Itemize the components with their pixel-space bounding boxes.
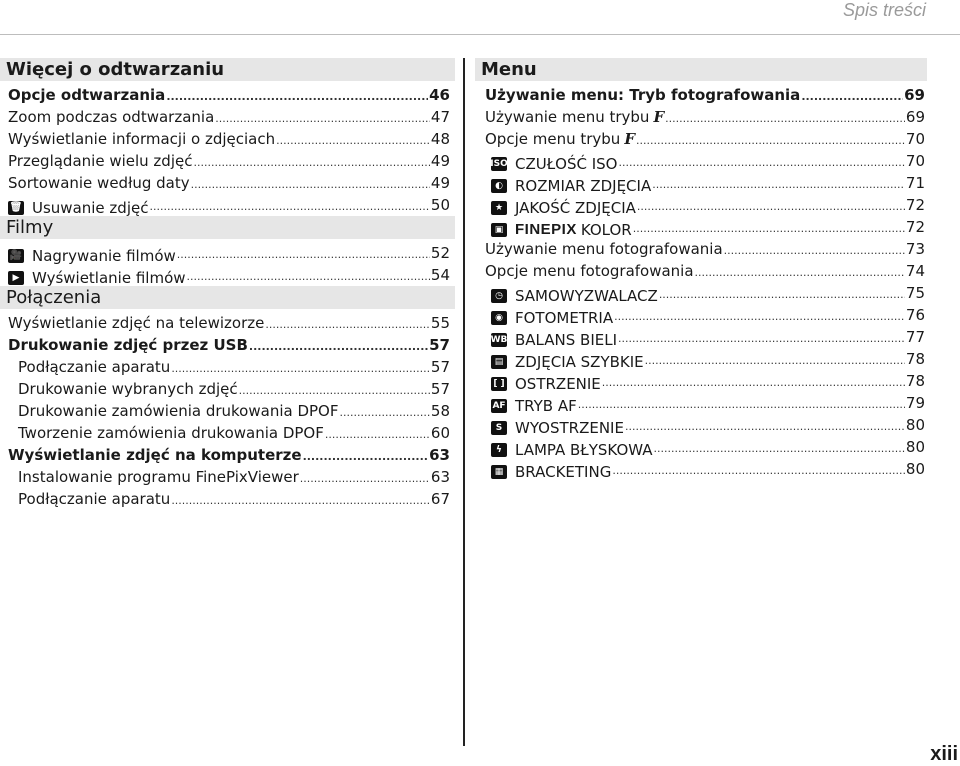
toc-entry-text: BALANS BIELI	[515, 331, 617, 349]
toc-entry-sortowanie-wedlug-daty[interactable]	[0, 172, 455, 194]
dot-leader	[166, 84, 428, 108]
dot-leader	[300, 466, 430, 490]
image-size-icon: ◐	[491, 179, 507, 193]
toc-entry-label	[491, 329, 617, 351]
toc-page-number: 63	[430, 468, 450, 486]
page-number: xiii	[930, 743, 958, 765]
section-heading-menu: Menu	[475, 58, 927, 81]
toc-entry-text: Drukowanie zdjęć przez USB	[8, 336, 248, 354]
toc-entry-finepix[interactable]	[475, 216, 927, 238]
dot-leader	[149, 194, 429, 218]
toc-entry-text: Wyświetlanie informacji o zdjęciach	[8, 130, 276, 148]
dot-leader	[695, 260, 905, 284]
toc-entry-text: Opcje menu trybu	[485, 130, 621, 148]
dot-leader	[187, 264, 430, 288]
toc-entry-text: Instalowanie programu FinePixViewer	[18, 468, 299, 486]
dot-leader	[645, 348, 905, 372]
toc-page-number: 78	[905, 372, 925, 390]
toc-entry-tryb-af[interactable]	[475, 392, 927, 414]
toc-page-number: 50	[430, 196, 450, 214]
toc-page-number: 78	[905, 350, 925, 368]
toc-page-number: 80	[905, 460, 925, 478]
sharpness-icon: S	[491, 421, 507, 435]
toc-page-number: 77	[905, 328, 925, 346]
dot-leader	[618, 150, 904, 174]
toc-entry-label	[485, 84, 800, 106]
toc-entry-text: Nagrywanie filmów	[32, 247, 176, 265]
toc-page-number: 54	[430, 266, 450, 284]
toc-entry-text: Przeglądanie wielu zdjęć	[8, 152, 193, 170]
iso-icon: ISO	[490, 159, 508, 169]
flash-icon: ϟ	[491, 443, 507, 457]
toc-page-number: 72	[905, 196, 925, 214]
toc-entry-ostrzenie[interactable]	[475, 370, 927, 392]
toc-page-number: 63	[429, 446, 450, 464]
toc-page-number: 48	[430, 130, 450, 148]
dot-leader	[637, 194, 905, 218]
dot-leader	[265, 312, 430, 336]
toc-page-number: 75	[905, 284, 925, 302]
toc-page-number: 67	[430, 490, 450, 508]
toc-page-number: 52	[430, 244, 450, 262]
toc-entry-wyswietlanie-filmow[interactable]	[0, 264, 455, 286]
toc-entry-text: Tworzenie zamówienia drukowania DPOF	[18, 424, 324, 442]
toc-entry-text: Opcje odtwarzania	[8, 86, 166, 104]
toc-entry-wyswietlanie-zdjec-na-komputerze[interactable]	[0, 444, 455, 466]
toc-entry-drukowanie-zdjec-przez-usb[interactable]	[0, 334, 455, 356]
toc-entry-text: OSTRZENIE	[515, 375, 601, 393]
white-balance-icon: WB	[490, 335, 508, 345]
dot-leader	[612, 458, 905, 482]
toc-page-number: 58	[430, 402, 450, 420]
toc-page-number: 49	[430, 152, 450, 170]
toc-entry-podlaczanie-aparatu[interactable]	[0, 356, 455, 378]
toc-page-number: 80	[905, 438, 925, 456]
toc-entry-label	[18, 422, 324, 444]
toc-entry-uzywanie-menu-trybu[interactable]	[475, 106, 927, 128]
toc-entry-opcje-menu-fotografowania[interactable]	[475, 260, 927, 282]
toc-left-column	[0, 58, 455, 510]
dot-leader	[602, 370, 905, 394]
toc-entry-text: Wyświetlanie zdjęć na telewizorze	[8, 314, 265, 332]
dot-leader	[215, 106, 430, 130]
toc-entry-label	[491, 307, 613, 329]
toc-entry-text: Wyświetlanie filmów	[32, 269, 186, 287]
toc-entry-text: JAKOŚĆ ZDJĘCIA	[515, 199, 636, 217]
toc-page-number: 71	[905, 174, 925, 192]
toc-entry-text: Podłączanie aparatu	[18, 358, 171, 376]
toc-entry-text: TRYB AF	[515, 397, 577, 415]
toc-entry-text: SAMOWYZWALACZ	[515, 287, 658, 305]
toc-entry-czulosc-iso[interactable]	[475, 150, 927, 172]
toc-entry-lampa-blyskowa[interactable]	[475, 436, 927, 458]
toc-entry-label	[18, 466, 299, 488]
toc-entry-label	[18, 488, 170, 510]
toc-entry-fotometria[interactable]	[475, 304, 927, 326]
toc-entry-text: LAMPA BŁYSKOWA	[515, 441, 653, 459]
toc-entry-rozmiar-zdjecia[interactable]	[475, 172, 927, 194]
toc-entry-uzywanie-menu-fotografowania[interactable]	[475, 238, 927, 260]
toc-entry-label	[8, 84, 165, 106]
dot-leader	[724, 238, 905, 262]
toc-page-number: 70	[905, 152, 925, 170]
toc-page-number: 74	[905, 262, 925, 280]
toc-page-number: 57	[430, 380, 450, 398]
toc-entry-wyswietlanie-zdjec-na-telewizorze[interactable]	[0, 312, 455, 334]
toc-entry-label	[491, 461, 611, 483]
toc-entry-label	[18, 378, 238, 400]
toc-entry-text: Używanie menu trybu	[485, 108, 650, 126]
dot-leader	[633, 216, 905, 240]
toc-page-number: 73	[905, 240, 925, 258]
toc-page-number: 72	[905, 218, 925, 236]
toc-entry-drukowanie-zamowienia-drukowania-dpof[interactable]	[0, 400, 455, 422]
toc-entry-drukowanie-wybranych-zdjec[interactable]	[0, 378, 455, 400]
toc-entry-label	[18, 356, 170, 378]
toc-entry-text: Usuwanie zdjęć	[32, 199, 149, 217]
dot-leader	[249, 334, 428, 358]
finepix-color-icon: ▣	[491, 223, 507, 237]
dot-leader	[193, 150, 429, 174]
toc-page-number: 69	[904, 86, 925, 104]
toc-entry-text: Używanie menu: Tryb fotografowania	[485, 86, 801, 104]
toc-entry-label	[485, 238, 723, 260]
toc-page-number: 57	[429, 336, 450, 354]
toc-entry-label	[491, 197, 636, 219]
toc-entry-opcje-menu-trybu[interactable]	[475, 128, 927, 150]
dot-leader	[614, 304, 905, 328]
toc-entry-nagrywanie-filmow[interactable]	[0, 242, 455, 264]
toc-entry-jakosc-zdjecia[interactable]	[475, 194, 927, 216]
dot-leader	[625, 414, 905, 438]
toc-entry-podlaczanie-aparatu[interactable]	[0, 488, 455, 510]
toc-page-number: 47	[430, 108, 450, 126]
play-icon: ▶	[8, 271, 24, 285]
toc-entry-text: Opcje menu fotografowania	[485, 262, 694, 280]
dot-leader	[191, 172, 430, 196]
column-divider	[463, 58, 465, 746]
mode-f-icon: F	[653, 108, 665, 126]
header-rule	[0, 34, 960, 35]
dot-leader	[276, 128, 430, 152]
continuous-shooting-icon: ▤	[491, 355, 507, 369]
toc-entry-wyostrzenie[interactable]	[475, 414, 927, 436]
toc-entry-label	[8, 106, 214, 128]
toc-entry-text: BRACKETING	[515, 463, 612, 481]
image-quality-icon: ★	[491, 201, 507, 215]
toc-entry-zoom-podczas-odtwarzania[interactable]	[0, 106, 455, 128]
toc-entry-text: Wyświetlanie zdjęć na komputerze	[8, 446, 302, 464]
section-heading-filmy: Filmy	[0, 216, 455, 239]
dot-leader	[618, 326, 905, 350]
toc-entry-text: Drukowanie wybranych zdjęć	[18, 380, 238, 398]
dot-leader	[801, 84, 903, 108]
dot-leader	[636, 128, 905, 152]
toc-page-number: 80	[905, 416, 925, 434]
dot-leader	[303, 444, 429, 468]
dot-leader	[654, 436, 905, 460]
toc-page-number: 49	[430, 174, 450, 192]
header-title: Spis treści	[842, 0, 926, 20]
toc-entry-wyswietlanie-informacji-o-zdjeciach[interactable]	[0, 128, 455, 150]
toc-entry-label	[8, 128, 275, 150]
toc-entry-uzywanie-menu-tryb-fotografowania[interactable]	[475, 84, 927, 106]
toc-entry-text: ZDJĘCIA SZYBKIE	[515, 353, 644, 371]
dot-leader	[325, 422, 430, 446]
dot-leader	[171, 356, 430, 380]
toc-entry-label	[8, 172, 190, 194]
toc-entry-text: Drukowanie zamówienia drukowania DPOF	[18, 402, 339, 420]
toc-entry-label	[8, 312, 264, 334]
toc-entry-usuwanie-zdjec[interactable]	[0, 194, 455, 216]
trash-icon: 🗑	[9, 202, 23, 213]
dot-leader	[177, 242, 430, 266]
toc-page-number: 69	[905, 108, 925, 126]
dot-leader	[578, 392, 905, 416]
movie-camera-icon: 🎥	[9, 250, 23, 261]
toc-right-column	[475, 58, 927, 480]
toc-entry-text: WYOSTRZENIE	[515, 419, 624, 437]
toc-entry-text: CZUŁOŚĆ ISO	[515, 155, 618, 173]
section-heading-polaczenia: Połączenia	[0, 286, 455, 309]
toc-entry-label	[491, 395, 577, 417]
toc-page-number: 46	[429, 86, 450, 104]
toc-page-number: 55	[430, 314, 450, 332]
toc-entry-label	[491, 175, 651, 197]
toc-entry-label	[18, 400, 339, 422]
focus-icon: [ ]	[491, 377, 507, 391]
dot-leader	[340, 400, 430, 424]
toc-entry-text: Używanie menu fotografowania	[485, 240, 723, 258]
toc-entry-samowyzwalacz[interactable]	[475, 282, 927, 304]
dot-leader	[652, 172, 905, 196]
toc-entry-tworzenie-zamowienia-drukowania-dpof[interactable]	[0, 422, 455, 444]
toc-entry-text: FINEPIX	[515, 221, 577, 238]
toc-entry-zdjecia-szybkie[interactable]	[475, 348, 927, 370]
toc-entry-label	[491, 153, 617, 175]
toc-page-number: 60	[430, 424, 450, 442]
toc-entry-text: FOTOMETRIA	[515, 309, 614, 327]
toc-page-number: 70	[905, 130, 925, 148]
toc-entry-text: Sortowanie według daty	[8, 174, 190, 192]
toc-entry-label	[8, 444, 302, 466]
toc-entry-bracketing[interactable]	[475, 458, 927, 480]
toc-entry-opcje-odtwarzania[interactable]	[0, 84, 455, 106]
toc-entry-instalowanie-programu-finepixviewer[interactable]	[0, 466, 455, 488]
section-heading-wiecej-o-odtwarzaniu: Więcej o odtwarzaniu	[0, 58, 455, 81]
toc-entry-label	[485, 106, 664, 128]
toc-entry-label	[485, 260, 694, 282]
dot-leader	[171, 488, 430, 512]
toc-entry-balans-bieli[interactable]	[475, 326, 927, 348]
toc-entry-label	[8, 334, 248, 356]
toc-entry-przegladanie-wielu-zdjec[interactable]	[0, 150, 455, 172]
self-timer-icon: ◷	[491, 289, 507, 303]
dot-leader	[659, 282, 905, 306]
af-mode-icon: AF	[492, 401, 506, 411]
toc-page-number: 76	[905, 306, 925, 324]
toc-page-number: 79	[905, 394, 925, 412]
toc-entry-text: Zoom podczas odtwarzania	[8, 108, 215, 126]
toc-entry-label	[485, 128, 635, 150]
toc-entry-label	[8, 150, 192, 172]
toc-entry-text: ROZMIAR ZDJĘCIA	[515, 177, 652, 195]
metering-icon: ◉	[491, 311, 507, 325]
mode-f-icon: F	[624, 130, 635, 148]
dot-leader	[665, 106, 905, 130]
toc-entry-label	[491, 417, 624, 439]
toc-entry-text-suffix: KOLOR	[580, 221, 632, 239]
dot-leader	[239, 378, 430, 402]
toc-entry-text: Podłączanie aparatu	[18, 490, 171, 508]
toc-entry-label	[8, 245, 176, 267]
bracketing-icon: ▦	[491, 465, 507, 479]
toc-page-number: 57	[430, 358, 450, 376]
